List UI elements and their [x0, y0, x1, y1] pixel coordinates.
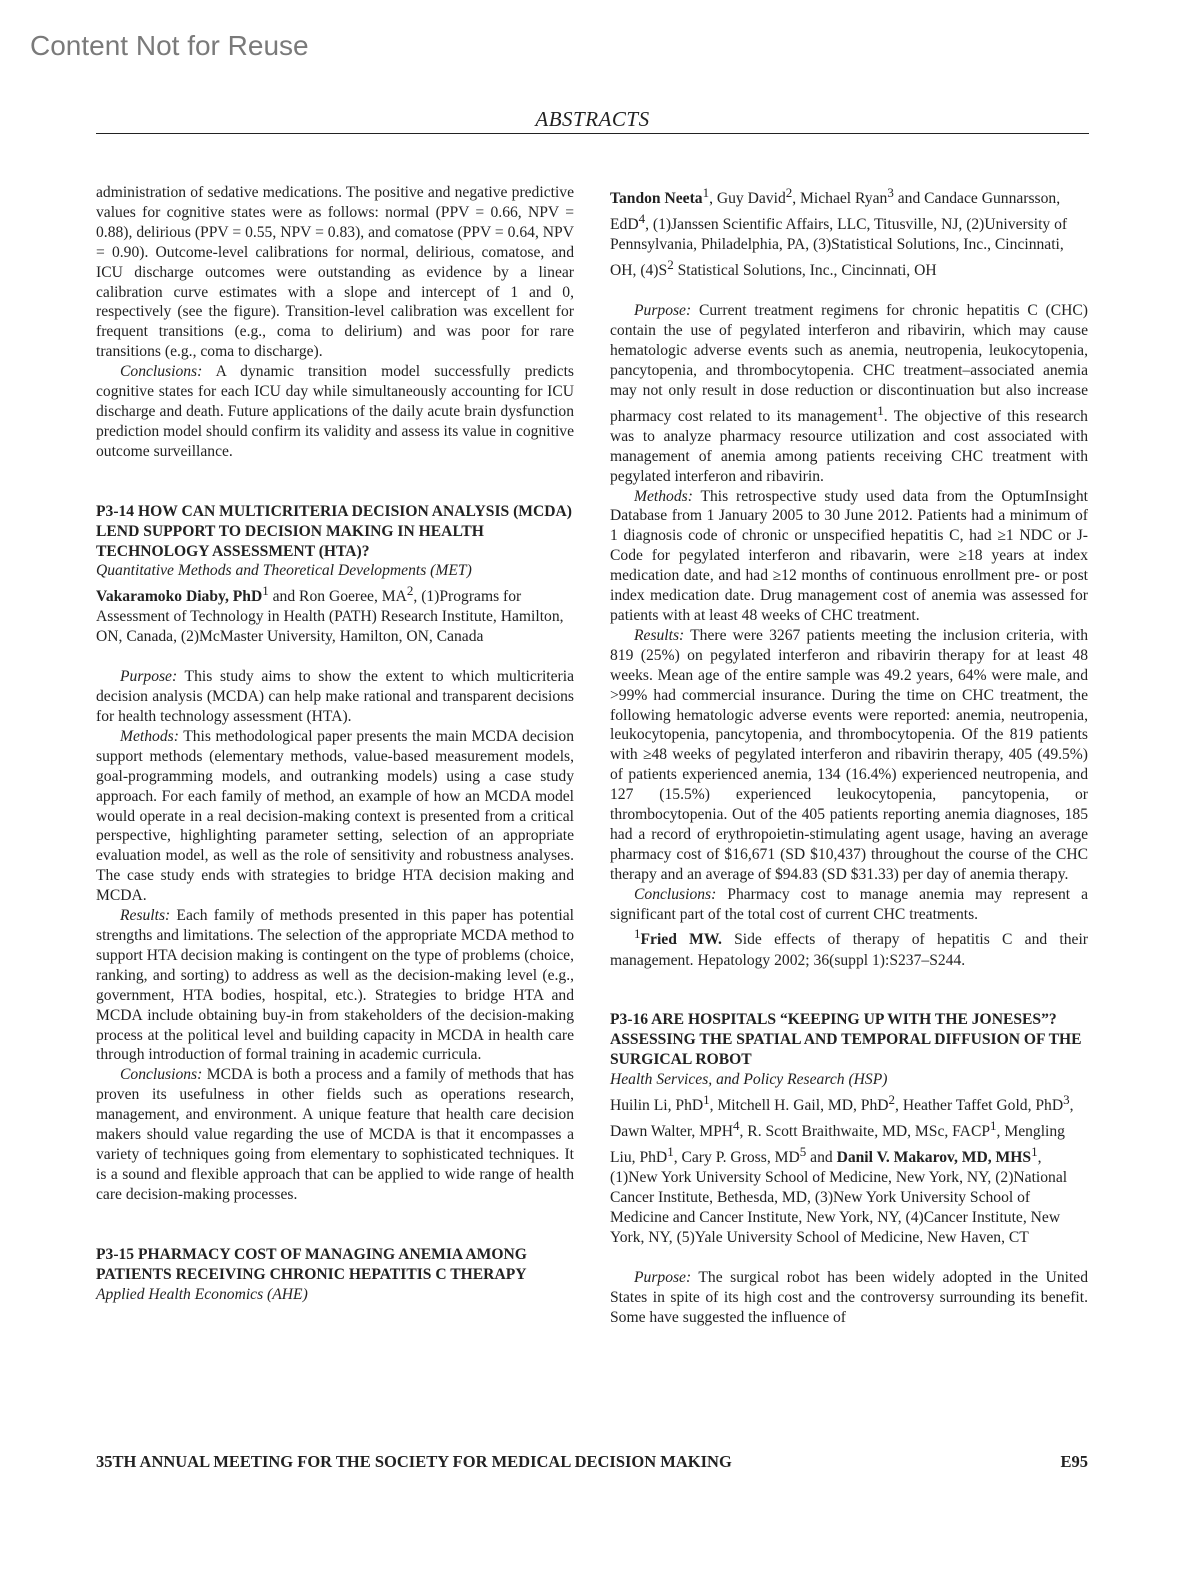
spacer: [610, 281, 1088, 301]
section-text: There were 3267 patients meeting the inclusion criteria, with 819 (25%) on pegylated interferon and ribavirin therapy for at least 48 weeks. Mean age of the entire sample was 49.2 years, 64% were male, and >99% had commercial insurance. During the time on CHC treatment, the following hematologic adverse events were reported: anemia, neutropenia, leukocytopenia, pancytopenia, and thrombocytopenia. Of the 819 patients with ≥48 weeks of pegylated interferon and ribavirin therapy, 405 (49.5%) of patients experienced anemia, 134 (16.4%) experienced neutropenia, and 127 (15.5%) experienced leukocytopenia, pancytopenia, or thrombocytopenia. Out of the 405 patients reporting anemia diagnoses, 185 had a record of erythropoietin-stimulating agent usage, having an average pharmacy cost of $16,671 (SD $10,437) throughout the course of the CHC therapy and an average of $94.83 (SD $31.33) per day of anemia therapy.: [610, 626, 1088, 883]
section-label: Methods:: [634, 487, 693, 505]
author-text: and: [806, 1149, 837, 1167]
abstract-authors: [610, 1090, 1088, 1248]
abstract-title-p3-15: P3-15 PHARMACY COST OF MANAGING ANEMIA AMONG PATIENTS RECEIVING CHRONIC HEPATITIS C THERAPY: [96, 1245, 527, 1283]
abstract-track: Quantitative Methods and Theoretical Developments (MET): [96, 562, 472, 580]
results-paragraph: [610, 626, 1088, 885]
superscript: 3: [1063, 1092, 1070, 1108]
purpose-paragraph: [610, 301, 1088, 486]
section-label: Conclusions:: [120, 363, 203, 381]
section-label: Purpose:: [120, 668, 178, 686]
conclusions-paragraph: [96, 1065, 574, 1204]
author-text: , Mitchell H. Gail, MD, PhD: [709, 1097, 889, 1115]
presenting-author: Vakaramoko Diaby, PhD: [96, 588, 263, 606]
abstract-track: Health Services, and Policy Research (HSP): [610, 1071, 888, 1089]
affiliations: , (1)Programs for Assessment of Technology in Health (PATH) Research Institute, Hamilton, ON, Canada, (2)McMaster University, Hamilton, ON, Canada: [96, 588, 564, 646]
superscript: 1: [702, 185, 710, 200]
purpose-paragraph: [610, 1268, 1088, 1328]
author-text: , Mengling Liu, PhD: [610, 1123, 1065, 1167]
author-text: , Heather Taffet Gold, PhD: [895, 1097, 1064, 1115]
section-text: Pharmacy cost to manage anemia may represent a significant part of the total cost of current CHC treatments.: [610, 885, 1088, 923]
spacer: [610, 1248, 1088, 1268]
section-text: . The objective of this research was to analyze pharmacy resource utilization and cost associated with management of anemia among patients receiving CHC treatment with pegylated interferon and ribavirin.: [610, 407, 1088, 485]
results-paragraph: [96, 906, 574, 1065]
superscript: 1: [667, 1144, 674, 1160]
superscript: 1: [1031, 1144, 1038, 1160]
author-text: , Dawn Walter, MPH: [610, 1097, 1074, 1141]
presenting-author: Tandon Neeta: [610, 190, 703, 208]
superscript: 1: [703, 1092, 710, 1108]
methods-paragraph: [96, 727, 574, 906]
superscript: 2: [785, 185, 793, 200]
spacer: [610, 970, 1088, 1010]
right-column: [610, 183, 1088, 1328]
section-text: The surgical robot has been widely adopted in the United States in spite of its high cost and the controversy surrounding its benefit. Some have suggested the influence of: [610, 1269, 1088, 1326]
abstract-authors: [96, 581, 574, 647]
superscript: 1: [877, 402, 884, 418]
continued-text: administration of sedative medications. The positive and negative predictive values for cognitive states were as follows: normal (PPV = 0.66, NPV = 0.88), delirious (PPV = 0.55, NPV = 0.83), and comatose (PPV = 0.64, NPV = 0.90). Outcome-level calibrations for normal, delirious, comatose, and ICU discharge outcomes were outstanding as evidence by a linear calibration curve estimates with a slope and intercept of 1 and 0, respectively (see the figure). Transition-level calibration was excellent for frequent transitions (e.g., coma to delirium) and was poor for rare transitions (e.g., coma to discharge).: [96, 184, 574, 361]
abstract-title-p3-16: P3-16 ARE HOSPITALS “KEEPING UP WITH THE JONESES”? ASSESSING THE SPATIAL AND TEMPORAL DIFFUSION OF THE SURGICAL ROBOT: [610, 1011, 1082, 1069]
affiliations: Statistical Solutions, Inc., Cincinnati, OH: [673, 262, 937, 280]
reference-author: Fried MW.: [640, 931, 722, 949]
spacer: [96, 647, 574, 667]
spacer: [96, 1205, 574, 1245]
affiliations: , (1)New York University School of Medicine, New York, NY, (2)National Cancer Institute, Bethesda, MD, (3)New York University School of Medicine and Cancer Institute, New York, NY, (4)Cancer Institute, New York, NY, (5)Yale University School of Medicine, New Haven, CT: [610, 1149, 1068, 1247]
continued-conclusions: [96, 362, 574, 462]
section-label: Methods:: [120, 727, 179, 745]
section-text: This methodological paper presents the main MCDA decision support methods (elementary methods, value-based measurement models, goal-programming models, and outranking models) using a case study approach. For each family of method, an example of how an MCDA model would operate in a real decision-making context is presented from a critical perspective, highlighting parameter setting, selection of an appropriate evaluation model, as well as the role of sensitivity and robustness analyses. The case study ends with strategies to bridge HTA decision making and MCDA.: [96, 727, 574, 905]
reference-text: Side effects of therapy of hepatitis C and their management. Hepatology 2002; 36(suppl 1):S237–S244.: [610, 931, 1088, 969]
abstract-authors: [610, 183, 1088, 281]
running-head: ABSTRACTS: [535, 107, 650, 131]
abstract-title-p3-14: P3-14 HOW CAN MULTICRITERIA DECISION ANALYSIS (MCDA) LEND SUPPORT TO DECISION MAKING IN HEALTH TECHNOLOGY ASSESSMENT (HTA)?: [96, 502, 572, 560]
methods-paragraph: [610, 487, 1088, 626]
section-label: Purpose:: [634, 1269, 692, 1286]
section-text: This retrospective study used data from the OptumInsight Database from 1 January 2005 to 30 June 2012. Patients had a minimum of 1 diagnosis code of chronic or unspecified hepatitis C, had ≥1 NDC or J-Code for pegylated interferon and ribavarin, were ≥18 years at index medication date, and had ≥12 months of continuous enrollment pre- or post index medication date. Drug management cost of anemia was assessed for patients with at least 48 weeks of CHC treatment.: [610, 487, 1088, 624]
left-column: [96, 183, 574, 1304]
superscript: 3: [887, 185, 894, 200]
author-text: , Cary P. Gross, MD: [673, 1149, 800, 1167]
section-label: Conclusions:: [120, 1066, 203, 1084]
author-text: and Ron Goeree, MA: [268, 588, 407, 606]
superscript: 1: [634, 926, 641, 942]
page-number: E95: [1060, 1452, 1088, 1471]
section-label: Conclusions:: [634, 885, 717, 903]
section-text: Current treatment regimens for chronic hepatitis C (CHC) contain the use of pegylated interferon and ribavirin, which may cause hematologic adverse events such as anemia, neutropenia, leukocytopenia, pancytopenia, and thrombocytopenia. CHC treatment–associated anemia may not only result in dose reduction or discontinuation but also increase pharmacy cost related to its management: [610, 302, 1088, 425]
section-label: Purpose:: [634, 302, 692, 320]
superscript: 2: [667, 257, 674, 273]
section-text: A dynamic transition model successfully predicts cognitive states for each ICU day while simultaneously accounting for ICU discharge and death. Future applications of the daily acute brain dysfunction prediction model should confirm its validity and assess its value in cognitive outcome surveillance.: [96, 363, 574, 460]
superscript: 1: [262, 583, 269, 599]
author-text: , Guy David: [709, 190, 786, 208]
purpose-paragraph: [96, 667, 574, 727]
conclusions-paragraph: [610, 885, 1088, 925]
presenting-author: Danil V. Makarov, MD, MHS: [836, 1149, 1032, 1167]
author-text: and Candace Gunnarsson, EdD: [610, 190, 1061, 234]
author-text: , Michael Ryan: [792, 190, 888, 208]
header-rule: [96, 133, 1089, 134]
superscript: 4: [733, 1118, 740, 1134]
abstract-track: Applied Health Economics (AHE): [96, 1285, 308, 1303]
superscript: 2: [888, 1092, 896, 1108]
superscript: 4: [638, 211, 646, 227]
section-text: MCDA is both a process and a family of methods that has proven its usefulness in other fields such as operations research, management, and environment. A unique feature that health care decision makers should value regarding the use of MCDA is that it encompasses a variety of techniques going from elementary to sophisticated techniques. It is a sound and flexible approach that can be applied to wide range of health care decision-making processes.: [96, 1066, 574, 1203]
section-label: Results:: [634, 626, 685, 644]
author-text: , R. Scott Braithwaite, MD, MSc, FACP: [739, 1123, 991, 1141]
footer-meeting-title: 35TH ANNUAL MEETING FOR THE SOCIETY FOR MEDICAL DECISION MAKING: [96, 1452, 732, 1471]
watermark: Content Not for Reuse: [30, 30, 309, 61]
author-text: Huilin Li, PhD: [610, 1097, 704, 1115]
spacer: [96, 462, 574, 502]
superscript: 5: [799, 1144, 807, 1160]
reference: [610, 924, 1088, 970]
superscript: 2: [406, 583, 414, 599]
section-text: This study aims to show the extent to which multicriteria decision analysis (MCDA) can help make rational and transparent decisions for health technology assessment (HTA).: [96, 668, 574, 726]
affiliations: , (1)Janssen Scientific Affairs, LLC, Titusville, NJ, (2)University of Pennsylvania, Philadelphia, PA, (3)Statistical Solutions, Inc., Cincinnati, OH, (4)S: [610, 216, 1068, 280]
section-text: Each family of methods presented in this paper has potential strengths and limitations. The selection of the appropriate MCDA method to support HTA decision making is contingent on the type of problems (choice, ranking, and sorting) to address as well as the decision-making level (e.g., government, HTA bodies, hospital, etc.). Strategies to bridge HTA and MCDA include obtaining buy-in from stakeholders of the decision-making process at the political level and building capacity in MCDA in health care through introduction of formal training in academic curricula.: [96, 907, 574, 1064]
superscript: 1: [990, 1118, 997, 1134]
section-label: Results:: [120, 907, 171, 925]
